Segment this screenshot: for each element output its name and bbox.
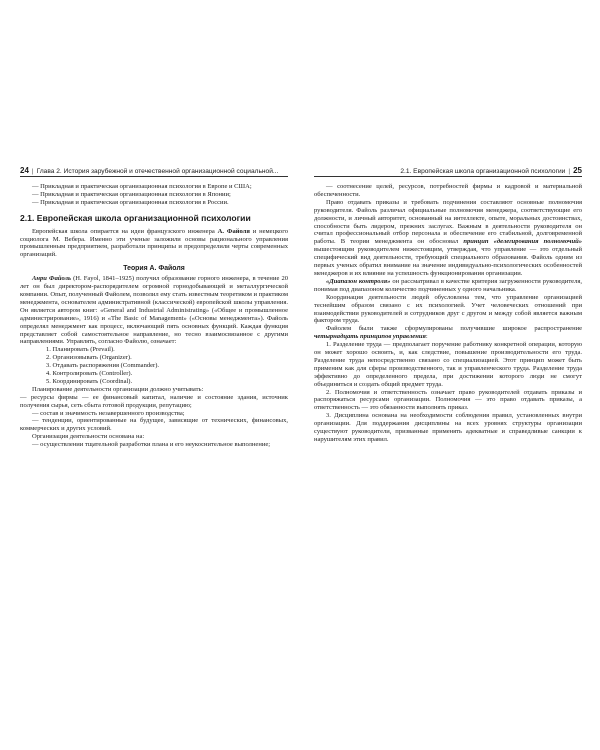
org-item: — осуществлении тщательной разработки плана и его неукоснительное выполнение; [32, 441, 271, 449]
principle-division-of-labor: 1. Разделение труда — предполагает поручение работнику конкретной операции, которую он может хорошо освоить, и, как следствие, повышение производительности его труда. Разделение труда непосредственно связано со специализацией. Этот принцип может быть применим как для сферы производственного, так и управленческого труда. Разделение труда эффективно до определенного предела, при достижении которого люди не смогут объединиться и создать общий предмет труда. [314, 341, 582, 388]
left-running-head: 24 | Глава 2. История зарубежной и отечественной организационной социальной... [20, 165, 288, 177]
planning-item: — тенденции, ориентированные на будущее, зависящие от технических, финансовых, коммерческих и других условий. [20, 417, 288, 433]
book-spread [20, 165, 582, 635]
paragraph-span-of-control: «Диапазон контроля» он рассматривал в качестве критерия загруженности руководителя, понимая под диапазоном количество подчиненных у одного начальника. [314, 277, 582, 293]
right-page-number: 25 [573, 166, 582, 175]
left-page-number: 24 [20, 166, 29, 175]
fayol-bio-paragraph: Анри Файоль (H. Fayol, 1841–1925) получил образование горного инженера, в течение 20 лет он был директором-распорядителем огромной горнодобывающей и металлургической компании. Опыт, полученный Файолем, позволил ему стать известным теоретиком и практиком менеджмента, основателем административной (классической) европейской школы управления. Он является автором книг: «General and Industrial Administrating» («Общее и промышленное администрирование», 1916) и «The Basic of Management» («Основы менеджмента»). Файоль определял менеджмент как процесс, включающий пять основных функций. Каждая функция представляет собой самостоятельное направление, но тесно взаимосвязанное с другими направлениями. Управлять, согласно Файолю, означает: [20, 275, 288, 346]
fayol-name: Анри Файоль [32, 275, 71, 283]
fourteen-principles-term: четырнадцать принципов управления [314, 333, 426, 341]
function-item: 2. Организовывать (Organizer). [46, 354, 132, 362]
left-page [20, 165, 288, 449]
bullet-japan: — Прикладная и практическая организационная психология в Японии; [32, 190, 231, 198]
paragraph-resources: — соотнесение целей, ресурсов, потребностей фирмы и кадровой и материальной обеспеченности. [314, 183, 582, 198]
paragraph-authority: Право отдавать приказы и требовать подчинения составляют основные полномочия руководителя. Файоль различал официальные полномочия менеджера, соответствующие его должности, и личный авторитет, основанный на интеллекте, опыте, моральных достоинствах, способности быть лидером, прежних заслугах. Важным в деятельности руководителя он считал профессиональный отбор персонала и обеспечение его стабильной, долговременной работы. В теории менеджмента он обосновал принцип «делегирования полномочий» вышестоящим руководителем нижестоящим, утверждая, что управление — это отдельный специфический вид деятельности, требующий специального образования. Файоль одним из первых ученых обратил внимание на значение индивидуально-психологических особенностей менеджеров и их влияние на успешность функционирования организации. [314, 198, 582, 277]
subheading-fayol-theory: Теория А. Файоля [123, 265, 185, 273]
planning-item: — состав и значимость незавершенного производства; [32, 409, 185, 417]
bullet-europe-usa: — Прикладная и практическая организационная психология в Европе и США; [32, 183, 252, 190]
function-item: 1. Планировать (Prevail). [46, 346, 115, 354]
delegation-principle: принцип «делегирования полномочий» [463, 238, 582, 246]
section-heading: 2.1. Европейская школа организационной психологии [20, 212, 251, 223]
paragraph-coordination: Координация деятельности людей обусловлена тем, что управление организацией теснейшим образом связано с их психологией. Учет человеческих отношений при взаимодействии руководителей и сотрудников друг с другом и между собой является важным фактором труда. [314, 293, 582, 325]
principle-authority: 2. Полномочия и ответственность означает право руководителей отдавать приказы и распоряжаться ресурсами организации. Полномочия — это право отдавать приказы, а ответственность — это обязанности выполнять приказ. [314, 388, 582, 412]
function-item: 3. Отдавать распоряжения (Commander). [46, 362, 160, 370]
org-intro: Организация деятельности основана на: [32, 433, 145, 441]
right-header-title: 2.1. Европейская школа организационной психологии [400, 168, 566, 175]
right-running-head: 2.1. Европейская школа организационной психологии | 25 [314, 165, 582, 177]
planning-item: — ресурсы фирмы — ее финансовый капитал, наличие и состояние здания, источник получения сырья, сеть сбыта готовой продукции, репутацию; [20, 393, 288, 409]
span-of-control-term: «Диапазон контроля» [326, 277, 391, 285]
left-header-title: Глава 2. История зарубежной и отечественной организационной социальной... [36, 168, 279, 175]
principle-discipline: 3. Дисциплина основана на необходимости соблюдения правил, установленных внутри организации. Для поддержания дисциплины на всех уровнях структуры организации существуют руководители, призванные применять адекватные и справедливые санкции к нарушителям этих правил. [314, 412, 582, 443]
function-item: 4. Контролировать (Controller). [46, 370, 133, 378]
planning-intro: Планирование деятельности организации должно учитывать: [32, 385, 204, 393]
paragraph-fourteen-principles: Файолем были также сформулированы получившие широкое распространение четырнадцать принципов управления: [314, 325, 582, 341]
bullet-russia: — Прикладная и практическая организационная психология в России. [32, 198, 229, 206]
right-page [314, 165, 582, 444]
intro-paragraph: Европейская школа опирается на идеи французского инженера А. Файоля и немецкого социолога М. Вебера. Именно эти ученые заложили основы рационального управления промышленным предприятием, разработали принципы и предопределили черты современных организаций. [20, 227, 288, 259]
function-item: 5. Координировать (Coordinal). [46, 377, 133, 385]
fayol-bold: А. Файоля [217, 227, 250, 235]
